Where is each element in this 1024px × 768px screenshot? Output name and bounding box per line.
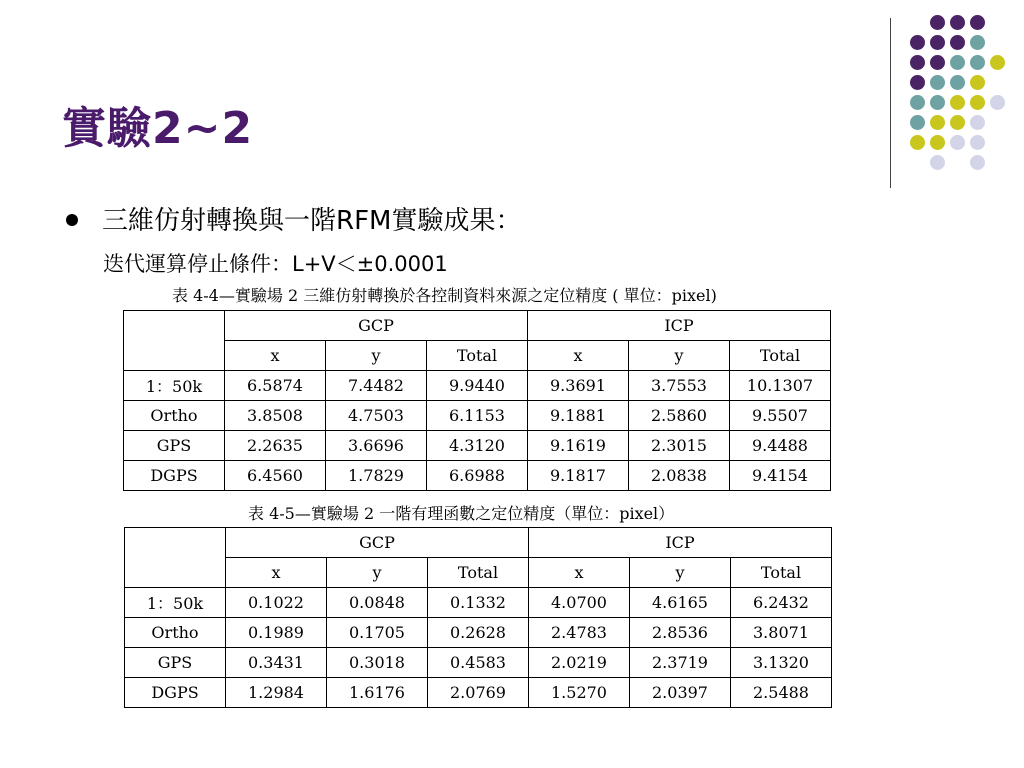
table-row: [125, 588, 832, 618]
table-cell: 9.1881: [528, 401, 629, 431]
table-row: [124, 371, 831, 401]
table-column-header: y: [630, 558, 731, 588]
decorative-dot: [990, 95, 1005, 110]
decorative-dot: [970, 35, 985, 50]
table-cell: 9.1619: [528, 431, 629, 461]
table-row: [125, 618, 832, 648]
decorative-dot: [910, 115, 925, 130]
table-cell: 2.0219: [529, 648, 630, 678]
table-cell: 2.3015: [629, 431, 730, 461]
table-row-label: DGPS: [125, 678, 226, 708]
table-column-header: Total: [428, 558, 529, 588]
table-group-header-row: [125, 528, 832, 558]
table-row-label: 1：50k: [125, 588, 226, 618]
decorative-dot: [970, 155, 985, 170]
table-cell: 1.2984: [226, 678, 327, 708]
table-corner-cell: [125, 528, 226, 588]
table-row-label: Ortho: [125, 618, 226, 648]
table-row-label: GPS: [124, 431, 225, 461]
decorative-dot: [910, 35, 925, 50]
decorative-dot: [970, 95, 985, 110]
table-group-header: ICP: [529, 528, 832, 558]
decorative-dot: [930, 155, 945, 170]
table-column-header: y: [327, 558, 428, 588]
decorative-dot: [910, 135, 925, 150]
decorative-dot: [930, 35, 945, 50]
table-row-label: GPS: [125, 648, 226, 678]
table-group-header-row: [124, 311, 831, 341]
table-group-header: GCP: [225, 311, 528, 341]
slide-title: 實驗2~2: [62, 103, 254, 154]
table-cell: 2.5860: [629, 401, 730, 431]
decorative-dot: [910, 75, 925, 90]
table-cell: 1.7829: [326, 461, 427, 491]
table-cell: 9.3691: [528, 371, 629, 401]
table-cell: 6.4560: [225, 461, 326, 491]
bullet-text: 三維仿射轉換與一階RFM實驗成果：: [102, 206, 522, 236]
table-cell: 2.0769: [428, 678, 529, 708]
table-group-header: ICP: [528, 311, 831, 341]
table-cell: 0.3018: [327, 648, 428, 678]
table-cell: 4.6165: [630, 588, 731, 618]
table-cell: 0.1332: [428, 588, 529, 618]
stop-condition-text: 迭代運算停止條件：L+V＜±0.0001: [103, 252, 448, 276]
table-cell: 3.6696: [326, 431, 427, 461]
table-column-header: x: [528, 341, 629, 371]
table-column-header: x: [529, 558, 630, 588]
table-row: [125, 678, 832, 708]
decorative-dot: [990, 55, 1005, 70]
table-cell: 2.0397: [630, 678, 731, 708]
decorative-dot: [970, 15, 985, 30]
decorative-dot: [950, 115, 965, 130]
table-cell: 9.4154: [730, 461, 831, 491]
table-column-header: x: [225, 341, 326, 371]
table-row-label: DGPS: [124, 461, 225, 491]
table-group-header: GCP: [226, 528, 529, 558]
table-cell: 0.1705: [327, 618, 428, 648]
table-cell: 6.5874: [225, 371, 326, 401]
table-cell: 9.4488: [730, 431, 831, 461]
table-cell: 1.5270: [529, 678, 630, 708]
table-row: [125, 648, 832, 678]
table-cell: 3.8508: [225, 401, 326, 431]
table-cell: 0.3431: [226, 648, 327, 678]
bullet-item: [66, 200, 521, 237]
table-cell: 4.3120: [427, 431, 528, 461]
decorative-dot: [970, 55, 985, 70]
table-corner-cell: [124, 311, 225, 371]
table-cell: 1.6176: [327, 678, 428, 708]
table-cell: 4.7503: [326, 401, 427, 431]
table-cell: 3.8071: [731, 618, 832, 648]
table-cell: 2.4783: [529, 618, 630, 648]
table-column-header-row: [125, 558, 832, 588]
table-cell: 2.8536: [630, 618, 731, 648]
table-cell: 9.9440: [427, 371, 528, 401]
table-column-header: x: [226, 558, 327, 588]
decorative-dot: [930, 95, 945, 110]
table-column-header: y: [326, 341, 427, 371]
decorative-dot: [970, 135, 985, 150]
table-column-header: Total: [730, 341, 831, 371]
decorative-dot: [970, 115, 985, 130]
bullet-icon: [66, 214, 78, 226]
table-row-label: Ortho: [124, 401, 225, 431]
table-row: [124, 401, 831, 431]
table-row: [124, 431, 831, 461]
table-column-header: y: [629, 341, 730, 371]
table-cell: 2.5488: [731, 678, 832, 708]
decorative-dot: [930, 75, 945, 90]
table-cell: 2.0838: [629, 461, 730, 491]
table-cell: 6.2432: [731, 588, 832, 618]
table-cell: 9.1817: [528, 461, 629, 491]
title-divider: [890, 18, 891, 188]
decorative-dot: [930, 115, 945, 130]
decorative-dot: [910, 95, 925, 110]
decorative-dot: [970, 75, 985, 90]
table-column-header: Total: [427, 341, 528, 371]
table-caption: 表 4-5—實驗場 2 一階有理函數之定位精度（單位：pixel）: [248, 504, 675, 523]
decorative-dot: [950, 55, 965, 70]
table-cell: 10.1307: [730, 371, 831, 401]
table-row: [124, 461, 831, 491]
decorative-dot: [950, 75, 965, 90]
table-cell: 0.2628: [428, 618, 529, 648]
table-cell: 0.4583: [428, 648, 529, 678]
table-row-label: 1：50k: [124, 371, 225, 401]
table-cell: 2.2635: [225, 431, 326, 461]
table-cell: 6.6988: [427, 461, 528, 491]
table-cell: 0.1989: [226, 618, 327, 648]
table-cell: 4.0700: [529, 588, 630, 618]
table-cell: 0.1022: [226, 588, 327, 618]
decorative-dot: [950, 95, 965, 110]
table-cell: 3.7553: [629, 371, 730, 401]
decorative-dot: [950, 15, 965, 30]
table-column-header-row: [124, 341, 831, 371]
decorative-dot: [950, 35, 965, 50]
decorative-dot: [930, 15, 945, 30]
decorative-dot: [950, 135, 965, 150]
table-caption: 表 4-4—實驗場 2 三維仿射轉換於各控制資料來源之定位精度 ( 單位：pixel): [172, 286, 717, 305]
accuracy-table-affine: [123, 310, 831, 491]
table-cell: 9.5507: [730, 401, 831, 431]
table-cell: 6.1153: [427, 401, 528, 431]
decorative-dot: [930, 55, 945, 70]
table-column-header: Total: [731, 558, 832, 588]
table-cell: 0.0848: [327, 588, 428, 618]
decorative-dot: [910, 55, 925, 70]
table-cell: 2.3719: [630, 648, 731, 678]
table-cell: 3.1320: [731, 648, 832, 678]
accuracy-table-rfm: [124, 527, 832, 708]
table-cell: 7.4482: [326, 371, 427, 401]
decorative-dot: [930, 135, 945, 150]
